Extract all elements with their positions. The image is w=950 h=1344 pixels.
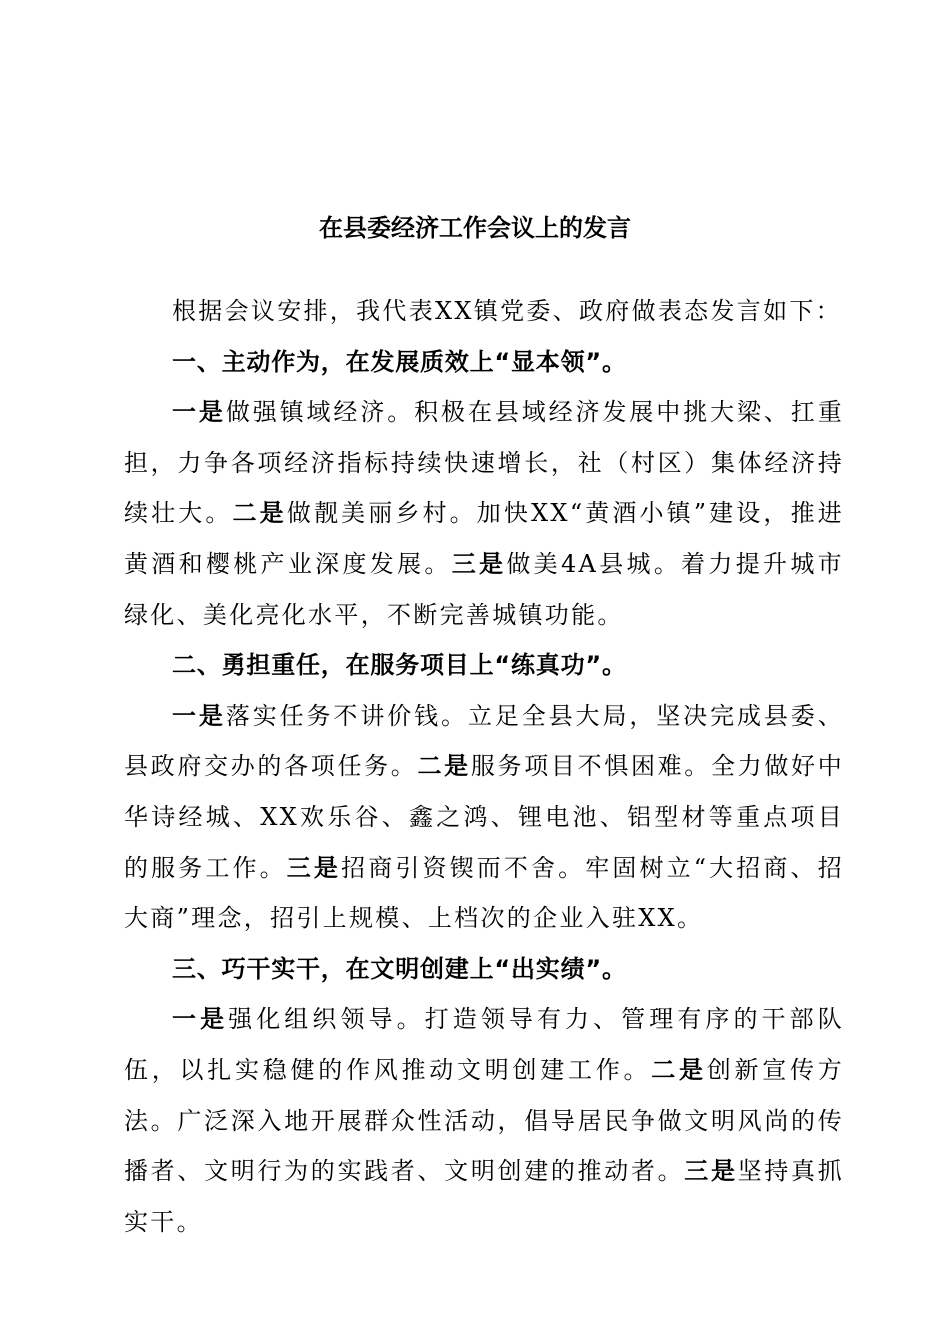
section-1-item-1-lead: 一是 [172, 398, 226, 427]
section-2-item-1-text: 落实任务不讲价钱。立足全县大局，坚决完成县委、县政府交办的各项任务。 [124, 701, 844, 781]
section-3-heading: 三、巧干实干，在文明创建上“出实绩”。 [172, 954, 627, 983]
section-1-item-1-text: 做强镇域经济。积极在县域经济发展中挑大梁、扛重担，力争各项经济指标持续快速增长，社（村区）集体经济持续壮大。 [124, 398, 844, 528]
section-1-item-2-lead: 二是 [232, 499, 287, 528]
section-2-heading: 二、勇担重任，在服务项目上“练真功”。 [172, 651, 627, 680]
section-2-item-3-lead: 三是 [286, 853, 342, 882]
document-title: 在县委经济工作会议上的发言 [319, 214, 631, 242]
section-2-paragraph [124, 691, 844, 944]
section-3-paragraph [124, 994, 844, 1247]
section-1-item-2-text: 做靓美丽乡村。加快XX“黄酒小镇”建设，推进黄酒和樱桃产业深度发展。 [124, 499, 845, 578]
section-3-item-3-lead: 三是 [684, 1157, 738, 1186]
section-1-heading: 一、主动作为，在发展质效上“显本领”。 [172, 347, 627, 376]
section-3-item-1-text: 强化组织领导。打造领导有力、管理有序的干部队伍，以扎实稳健的作风推动文明创建工作。 [124, 1005, 844, 1084]
intro-paragraph: 根据会议安排，我代表XX镇党委、政府做表态发言如下： [172, 297, 842, 325]
section-1-item-3-lead: 三是 [451, 549, 507, 578]
section-3-item-2-text: 创新宣传方法。广泛深入地开展群众性活动，倡导居民争做文明风尚的传播者、文明行为的实践者、文明创建的推动者。 [124, 1055, 844, 1186]
document-body [124, 286, 844, 1247]
section-2-item-1-lead: 一是 [172, 701, 226, 730]
section-1-item-3-text: 做美4A县城。着力提升城市绿化、美化亮化水平，不断完善城镇功能。 [124, 549, 844, 629]
section-3-item-1-lead: 一是 [172, 1005, 229, 1034]
section-1-paragraph [124, 387, 844, 640]
section-2-item-3-text: 招商引资锲而不舍。牢固树立“大招商、招大商”理念，招引上规模、上档次的企业入驻XX。 [124, 853, 844, 933]
section-2-item-2-lead: 二是 [417, 752, 471, 781]
section-3-item-3-text: 坚持真抓实干。 [124, 1157, 844, 1236]
section-2-item-2-text: 服务项目不惧困难。全力做好中华诗经城、XX欢乐谷、鑫之鸿、锂电池、铝型材等重点项目的服务工作。 [124, 752, 844, 882]
section-3-item-2-lead: 二是 [651, 1055, 707, 1084]
